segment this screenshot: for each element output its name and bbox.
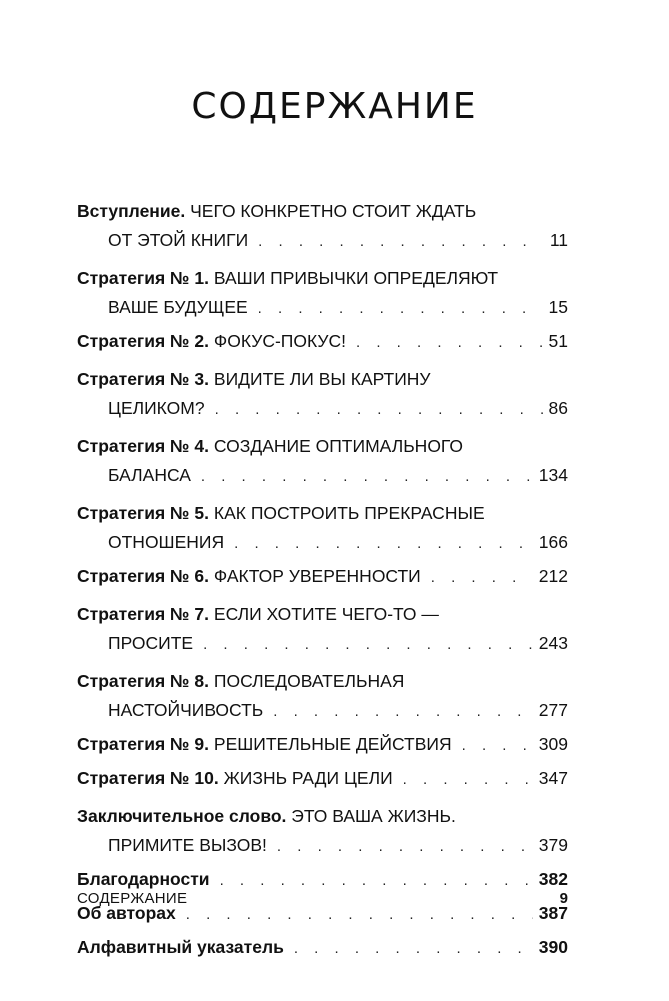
toc-page-number: 243	[538, 633, 568, 653]
dot-leader	[431, 563, 533, 592]
toc-entry-label: Стратегия № 1.	[77, 268, 210, 288]
toc-entry-label: Стратегия № 10.	[77, 768, 219, 788]
toc-entry-heading: ЖИЗНЬ РАДИ ЦЕЛИ	[223, 768, 393, 788]
toc-entry-label: Алфавитный указатель	[77, 937, 284, 957]
toc-entry-heading-cont: БАЛАНСА	[108, 465, 191, 485]
toc-entry-heading: ЧЕГО КОНКРЕТНО СТОИТ ЖДАТЬ	[190, 201, 477, 221]
toc-entry-heading: КАК ПОСТРОИТЬ ПРЕКРАСНЫЕ	[213, 503, 485, 523]
toc-entry-strategy-6[interactable]	[77, 562, 568, 592]
toc-page-number: 277	[538, 700, 568, 720]
toc-entry-heading-cont: ЦЕЛИКОМ?	[108, 398, 205, 418]
toc-entry-label: Стратегия № 2.	[77, 331, 210, 351]
dot-leader	[258, 227, 544, 256]
toc-entry-conclusion[interactable]	[77, 802, 568, 861]
toc-entry-heading-cont: НАСТОЙЧИВОСТЬ	[108, 700, 264, 720]
toc-entry-heading-cont: ОТ ЭТОЙ КНИГИ	[108, 230, 249, 250]
dot-leader	[220, 866, 533, 895]
toc-entry-label: Стратегия № 3.	[77, 369, 210, 389]
toc-entry-label: Благодарности	[77, 869, 210, 889]
toc-page-number: 387	[538, 903, 568, 923]
toc-entry-heading: ФОКУС-ПОКУС!	[213, 331, 346, 351]
dot-leader	[201, 462, 533, 491]
dot-leader	[234, 529, 533, 558]
toc-entry-strategy-10[interactable]	[77, 764, 568, 794]
toc-page-number: 390	[538, 937, 568, 957]
toc-entry-strategy-5[interactable]	[77, 499, 568, 558]
dot-leader	[294, 934, 533, 963]
toc-page-number: 347	[538, 768, 568, 788]
toc-page-number: 212	[538, 566, 568, 586]
toc-entry-heading: ЕСЛИ ХОТИТЕ ЧЕГО-ТО —	[213, 604, 439, 624]
toc-entry-label: Стратегия № 8.	[77, 671, 210, 691]
toc-page-number: 15	[548, 297, 568, 317]
toc-entry-heading: ВИДИТЕ ЛИ ВЫ КАРТИНУ	[213, 369, 431, 389]
toc-entry-heading: ФАКТОР УВЕРЕННОСТИ	[213, 566, 421, 586]
dot-leader	[215, 395, 543, 424]
toc-page-number: 51	[548, 331, 568, 351]
dot-leader	[356, 328, 543, 357]
toc-entry-heading-cont: ПРИМИТЕ ВЫЗОВ!	[108, 835, 267, 855]
running-head: СОДЕРЖАНИЕ	[77, 890, 188, 907]
toc-entry-heading: ВАШИ ПРИВЫЧКИ ОПРЕДЕЛЯЮТ	[213, 268, 499, 288]
toc-entry-label: Стратегия № 9.	[77, 734, 210, 754]
toc-entry-strategy-9[interactable]	[77, 730, 568, 760]
toc-entry-heading-cont: ПРОСИТЕ	[108, 633, 194, 653]
table-of-contents	[77, 197, 568, 963]
dot-leader	[258, 294, 543, 323]
toc-entry-label: Стратегия № 6.	[77, 566, 210, 586]
dot-leader	[203, 630, 533, 659]
toc-entry-label: Об авторах	[77, 903, 176, 923]
toc-page-number: 134	[538, 465, 568, 485]
toc-entry-strategy-3[interactable]	[77, 365, 568, 424]
toc-entry-strategy-7[interactable]	[77, 600, 568, 659]
toc-entry-label: Стратегия № 7.	[77, 604, 210, 624]
toc-entry-strategy-1[interactable]	[77, 264, 568, 323]
toc-page-number: 379	[538, 835, 568, 855]
toc-page-number: 382	[538, 869, 568, 889]
toc-entry-label: Стратегия № 5.	[77, 503, 210, 523]
toc-entry-strategy-2[interactable]	[77, 327, 568, 357]
toc-entry-heading: ЭТО ВАША ЖИЗНЬ.	[291, 806, 456, 826]
dot-leader	[186, 900, 533, 929]
toc-page-number: 11	[549, 230, 568, 250]
toc-entry-label: Заключительное слово.	[77, 806, 287, 826]
toc-page-number: 309	[538, 734, 568, 754]
toc-entry-heading: ПОСЛЕДОВАТЕЛЬНАЯ	[213, 671, 405, 691]
toc-entry-heading: РЕШИТЕЛЬНЫЕ ДЕЙСТВИЯ	[213, 734, 452, 754]
folio-page-number: 9	[559, 890, 568, 907]
dot-leader	[273, 697, 533, 726]
toc-page-number: 166	[538, 532, 568, 552]
dot-leader	[462, 731, 533, 760]
toc-entry-label: Вступление.	[77, 201, 186, 221]
dot-leader	[277, 832, 533, 861]
page-title: СОДЕРЖАНИЕ	[191, 86, 478, 127]
toc-entry-heading-cont: ОТНОШЕНИЯ	[108, 532, 225, 552]
toc-page-number: 86	[548, 398, 568, 418]
toc-entry-heading-cont: ВАШЕ БУДУЩЕЕ	[108, 297, 248, 317]
toc-entry-label: Стратегия № 4.	[77, 436, 210, 456]
toc-entry-heading: СОЗДАНИЕ ОПТИМАЛЬНОГО	[213, 436, 464, 456]
toc-entry-index[interactable]	[77, 933, 568, 963]
dot-leader	[403, 765, 533, 794]
toc-entry-strategy-8[interactable]	[77, 667, 568, 726]
toc-entry-strategy-4[interactable]	[77, 432, 568, 491]
toc-entry-introduction[interactable]	[77, 197, 568, 256]
